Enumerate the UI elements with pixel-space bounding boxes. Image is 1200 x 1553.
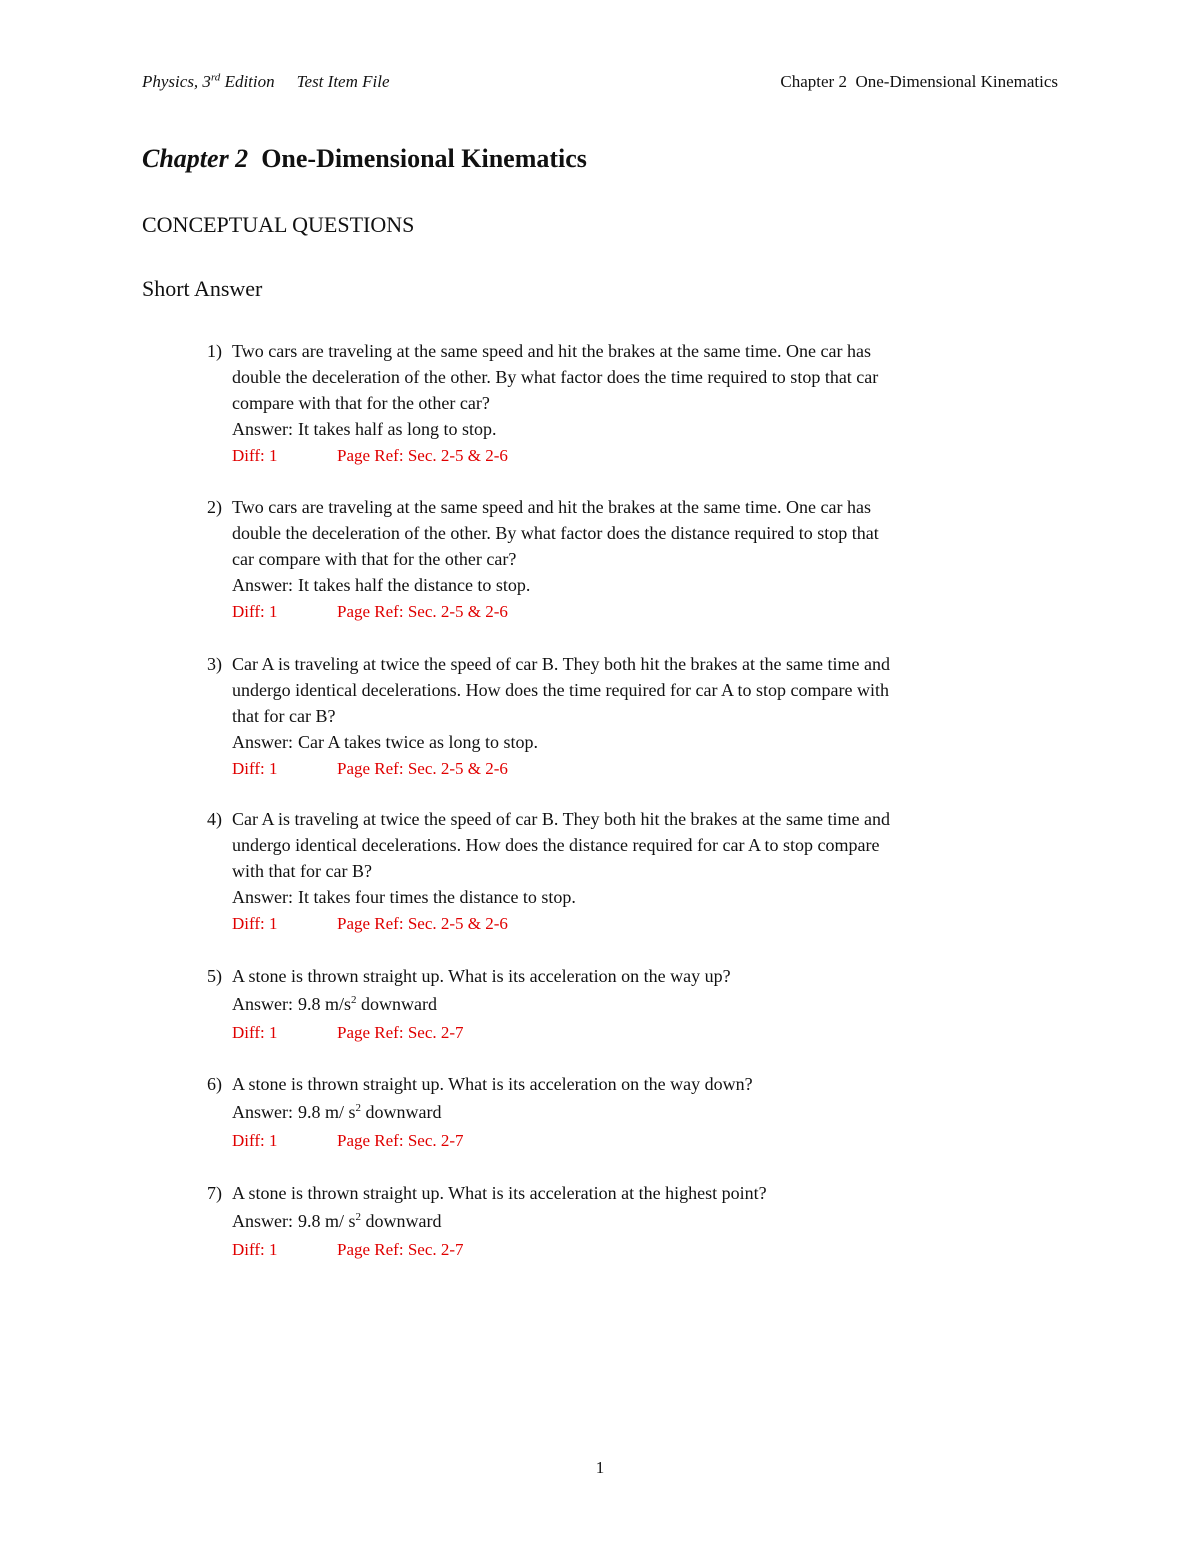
difficulty: Diff: 1 [232,446,278,465]
answer-text: It takes half the distance to stop. [298,575,531,595]
answer-text: 9.8 m/ s [298,1211,356,1231]
answer-exponent: 2 [355,1211,362,1223]
page-ref: Page Ref: Sec. 2-7 [337,1240,464,1259]
answer-text: It takes four times the distance to stop. [298,887,576,907]
running-header-chapter: Chapter 2 One-Dimensional Kinematics [780,72,1058,91]
answer-label: Answer: [232,1102,293,1122]
question-number: 3) [207,654,222,674]
answer-label: Answer: [232,575,293,595]
edition-text: Edition [220,72,275,91]
question-meta [207,599,1042,625]
answer-line [207,729,1042,755]
question-text-line: undergo identical decelerations. How does the time required for car A to stop compare with [232,680,889,700]
question-text-line: undergo identical decelerations. How does the distance required for car A to stop compare [232,835,880,855]
page-ref: Page Ref: Sec. 2-7 [337,1023,464,1042]
question-3 [207,651,1042,782]
chapter-label: Chapter 2 [142,144,249,173]
answer-line [207,572,1042,598]
question-1 [207,338,1042,469]
question-text-line: compare with that for the other car? [232,393,490,413]
difficulty: Diff: 1 [232,759,278,778]
answer-text: 9.8 m/ s [298,1102,356,1122]
section-heading: CONCEPTUAL QUESTIONS [142,212,415,237]
difficulty: Diff: 1 [232,914,278,933]
question-4 [207,806,1042,937]
answer-text-suffix: downward [361,1211,442,1231]
answer-text-suffix: downward [356,994,437,1014]
question-7 [207,1180,1042,1263]
edition-superscript: rd [210,71,221,84]
question-number: 4) [207,809,222,829]
page-ref: Page Ref: Sec. 2-7 [337,1131,464,1150]
difficulty: Diff: 1 [232,1240,278,1259]
question-text-line: that for car B? [232,706,336,726]
question-text-line: double the deceleration of the other. By what factor does the time required to stop that car [232,367,879,387]
question-text-line: A stone is thrown straight up. What is its acceleration on the way down? [232,1074,753,1094]
answer-text: 9.8 m/s [298,994,352,1014]
question-number: 2) [207,497,222,517]
file-label: Test Item File [296,72,390,91]
book-title: Physics, 3 [142,72,211,91]
difficulty: Diff: 1 [232,1023,278,1042]
question-text-line: Two cars are traveling at the same speed and hit the brakes at the same time. One car has [232,497,871,517]
answer-label: Answer: [232,419,293,439]
question-text-line: A stone is thrown straight up. What is its acceleration at the highest point? [232,1183,767,1203]
answer-exponent: 2 [351,994,357,1006]
question-text-line: A stone is thrown straight up. What is its acceleration on the way up? [232,966,731,986]
answer-text: It takes half as long to stop. [298,419,497,439]
question-text-line: Car A is traveling at twice the speed of car B. They both hit the brakes at the same time and [232,654,890,674]
question-number: 5) [207,966,222,986]
question-2 [207,494,1042,625]
answer-line [207,1097,1042,1127]
chapter-name: One-Dimensional Kinematics [261,144,587,173]
question-meta [207,756,1042,782]
answer-label: Answer: [232,994,293,1014]
question-number: 6) [207,1074,222,1094]
difficulty: Diff: 1 [232,602,278,621]
difficulty: Diff: 1 [232,1131,278,1150]
question-6 [207,1071,1042,1154]
answer-text-suffix: downward [361,1102,442,1122]
answer-label: Answer: [232,887,293,907]
answer-line [207,1206,1042,1236]
answer-text: Car A takes twice as long to stop. [298,732,538,752]
answer-label: Answer: [232,1211,293,1231]
page-number: 1 [595,1458,605,1477]
question-text-line: car compare with that for the other car? [232,549,517,569]
question-meta [207,1128,1042,1154]
question-number: 1) [207,341,222,361]
answer-label: Answer: [232,732,293,752]
question-meta [207,911,1042,937]
answer-line [207,884,1042,910]
question-text-line: double the deceleration of the other. By what factor does the distance required to stop that [232,523,879,543]
answer-line [207,989,1042,1019]
question-text-line: with that for car B? [232,861,372,881]
question-number: 7) [207,1183,222,1203]
question-5 [207,963,1042,1046]
page-ref: Page Ref: Sec. 2-5 & 2-6 [337,446,508,465]
question-text-line: Car A is traveling at twice the speed of car B. They both hit the brakes at the same time and [232,809,890,829]
running-header-book [142,72,390,92]
chapter-title [142,144,587,174]
answer-line [207,416,1042,442]
question-meta [207,1020,1042,1046]
page-ref: Page Ref: Sec. 2-5 & 2-6 [337,602,508,621]
answer-exponent: 2 [355,1102,362,1114]
subsection-heading: Short Answer [142,276,263,301]
question-meta [207,1237,1042,1263]
question-meta [207,443,1042,469]
question-text-line: Two cars are traveling at the same speed and hit the brakes at the same time. One car has [232,341,871,361]
page-ref: Page Ref: Sec. 2-5 & 2-6 [337,759,508,778]
page-ref: Page Ref: Sec. 2-5 & 2-6 [337,914,508,933]
